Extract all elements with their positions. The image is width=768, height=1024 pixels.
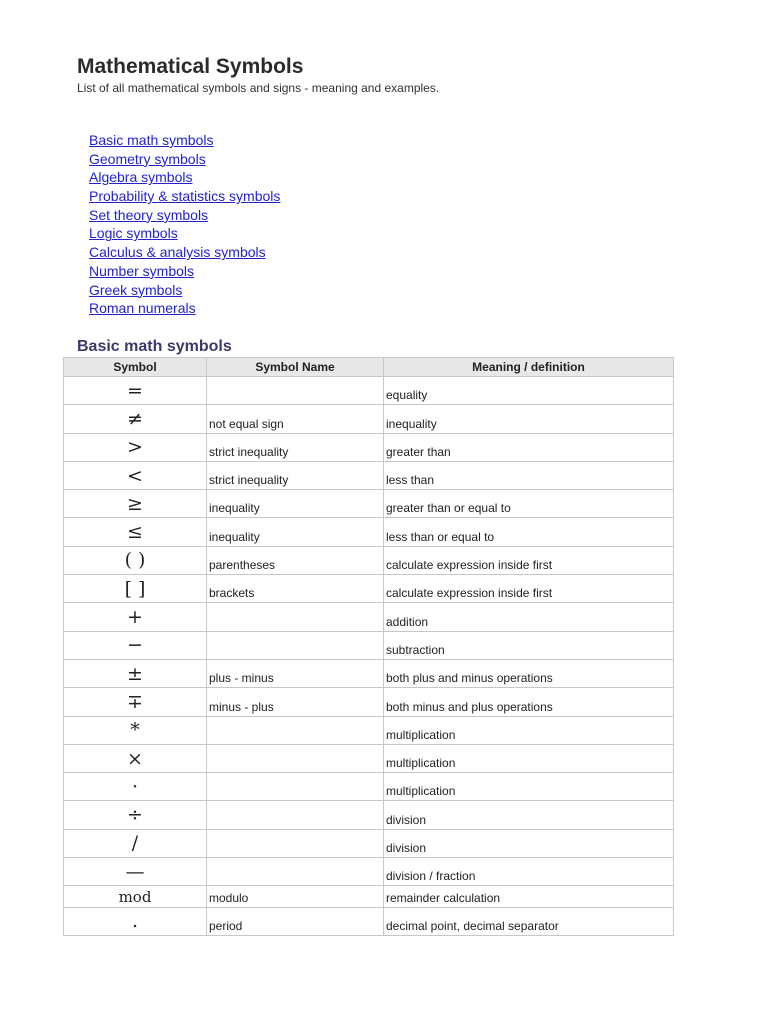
table-row bbox=[64, 659, 674, 687]
toc-link-logic[interactable]: Logic symbols bbox=[89, 225, 178, 242]
header-symbol: Symbol bbox=[64, 358, 207, 377]
symbol-name-cell bbox=[207, 716, 384, 744]
toc-link-basic-math[interactable]: Basic math symbols bbox=[89, 132, 214, 148]
toc-link-probability-statistics[interactable]: Probability & statistics symbols bbox=[89, 188, 281, 205]
meaning-cell: both plus and minus operations bbox=[384, 659, 674, 687]
meaning-cell: subtraction bbox=[384, 631, 674, 659]
symbol-cell: / bbox=[64, 829, 207, 857]
meaning-cell: addition bbox=[384, 603, 674, 631]
toc-item bbox=[89, 281, 280, 300]
meaning-cell: remainder calculation bbox=[384, 886, 674, 908]
table-row bbox=[64, 829, 674, 857]
meaning-cell: division / fraction bbox=[384, 858, 674, 886]
toc-item bbox=[89, 131, 280, 150]
table-row bbox=[64, 886, 674, 908]
symbol-cell: < bbox=[64, 461, 207, 489]
toc-item bbox=[89, 206, 280, 225]
page-title: Mathematical Symbols bbox=[77, 55, 304, 78]
meaning-cell: division bbox=[384, 801, 674, 829]
table-row bbox=[64, 631, 674, 659]
symbol-cell: * bbox=[64, 716, 207, 744]
toc-link-algebra[interactable]: Algebra symbols bbox=[89, 169, 193, 186]
table-row bbox=[64, 518, 674, 546]
symbol-cell: ≥ bbox=[64, 490, 207, 518]
header-meaning: Meaning / definition bbox=[384, 358, 674, 377]
toc-item bbox=[89, 262, 280, 281]
toc-link-set-theory[interactable]: Set theory symbols bbox=[89, 206, 209, 223]
meaning-cell: calculate expression inside first bbox=[384, 575, 674, 603]
table-row bbox=[64, 461, 674, 489]
symbol-name-cell bbox=[207, 744, 384, 772]
symbol-name-cell: modulo bbox=[207, 886, 384, 908]
symbol-name-cell: not equal sign bbox=[207, 405, 384, 433]
symbol-cell: ÷ bbox=[64, 801, 207, 829]
toc-item bbox=[89, 243, 280, 262]
table-row bbox=[64, 546, 674, 574]
symbol-name-cell bbox=[207, 603, 384, 631]
symbol-cell: ( ) bbox=[64, 546, 207, 574]
page-subtitle: List of all mathematical symbols and signs - meaning and examples. bbox=[77, 81, 440, 95]
symbol-name-cell bbox=[207, 631, 384, 659]
toc-link-calculus-analysis[interactable]: Calculus & analysis symbols bbox=[89, 244, 266, 261]
table-header-row bbox=[64, 358, 674, 377]
table-row bbox=[64, 744, 674, 772]
symbol-name-cell: inequality bbox=[207, 518, 384, 546]
toc-link-roman-numerals[interactable]: Roman numerals bbox=[89, 300, 196, 317]
symbol-cell: [ ] bbox=[64, 575, 207, 603]
symbol-cell: · bbox=[64, 773, 207, 801]
table-row bbox=[64, 433, 674, 461]
symbol-name-cell: strict inequality bbox=[207, 461, 384, 489]
toc-link-number[interactable]: Number symbols bbox=[89, 262, 195, 279]
table-row bbox=[64, 907, 674, 935]
meaning-cell: less than or equal to bbox=[384, 518, 674, 546]
table-of-contents bbox=[89, 131, 280, 318]
meaning-cell: multiplication bbox=[384, 744, 674, 772]
meaning-cell: multiplication bbox=[384, 773, 674, 801]
toc-item bbox=[89, 187, 280, 206]
symbol-cell: ∓ bbox=[64, 688, 207, 716]
meaning-cell: calculate expression inside first bbox=[384, 546, 674, 574]
meaning-cell: equality bbox=[384, 377, 674, 405]
meaning-cell: both minus and plus operations bbox=[384, 688, 674, 716]
symbol-cell: . bbox=[64, 907, 207, 935]
meaning-cell: decimal point, decimal separator bbox=[384, 907, 674, 935]
meaning-cell: greater than bbox=[384, 433, 674, 461]
symbol-name-cell bbox=[207, 773, 384, 801]
symbol-name-cell bbox=[207, 377, 384, 405]
meaning-cell: inequality bbox=[384, 405, 674, 433]
header-symbol-name: Symbol Name bbox=[207, 358, 384, 377]
table-row bbox=[64, 801, 674, 829]
table-row bbox=[64, 603, 674, 631]
symbol-cell: ≠ bbox=[64, 405, 207, 433]
symbol-name-cell bbox=[207, 829, 384, 857]
toc-item bbox=[89, 168, 280, 187]
table-row bbox=[64, 688, 674, 716]
symbol-cell: ± bbox=[64, 659, 207, 687]
symbol-cell: mod bbox=[64, 886, 207, 908]
symbols-table bbox=[63, 357, 674, 936]
toc-item bbox=[89, 150, 280, 169]
symbol-name-cell: period bbox=[207, 907, 384, 935]
table-row bbox=[64, 575, 674, 603]
meaning-cell: less than bbox=[384, 461, 674, 489]
table-row bbox=[64, 716, 674, 744]
symbol-name-cell: inequality bbox=[207, 490, 384, 518]
table-row bbox=[64, 858, 674, 886]
symbol-cell: = bbox=[64, 377, 207, 405]
symbol-cell: ≤ bbox=[64, 518, 207, 546]
toc-link-greek[interactable]: Greek symbols bbox=[89, 281, 183, 298]
symbol-name-cell: minus - plus bbox=[207, 688, 384, 716]
symbol-cell: > bbox=[64, 433, 207, 461]
symbol-name-cell: parentheses bbox=[207, 546, 384, 574]
symbol-cell: − bbox=[64, 631, 207, 659]
toc-item bbox=[89, 299, 280, 318]
table-row bbox=[64, 377, 674, 405]
table-row bbox=[64, 490, 674, 518]
symbol-name-cell: strict inequality bbox=[207, 433, 384, 461]
meaning-cell: multiplication bbox=[384, 716, 674, 744]
symbol-cell: — bbox=[64, 858, 207, 886]
symbol-name-cell: plus - minus bbox=[207, 659, 384, 687]
table-row bbox=[64, 405, 674, 433]
symbol-cell: × bbox=[64, 744, 207, 772]
section-heading: Basic math symbols bbox=[77, 338, 232, 355]
meaning-cell: greater than or equal to bbox=[384, 490, 674, 518]
symbol-name-cell bbox=[207, 858, 384, 886]
symbol-cell: + bbox=[64, 603, 207, 631]
toc-item bbox=[89, 224, 280, 243]
symbol-name-cell: brackets bbox=[207, 575, 384, 603]
toc-link-geometry[interactable]: Geometry symbols bbox=[89, 150, 206, 167]
symbol-name-cell bbox=[207, 801, 384, 829]
table-row bbox=[64, 773, 674, 801]
meaning-cell: division bbox=[384, 829, 674, 857]
